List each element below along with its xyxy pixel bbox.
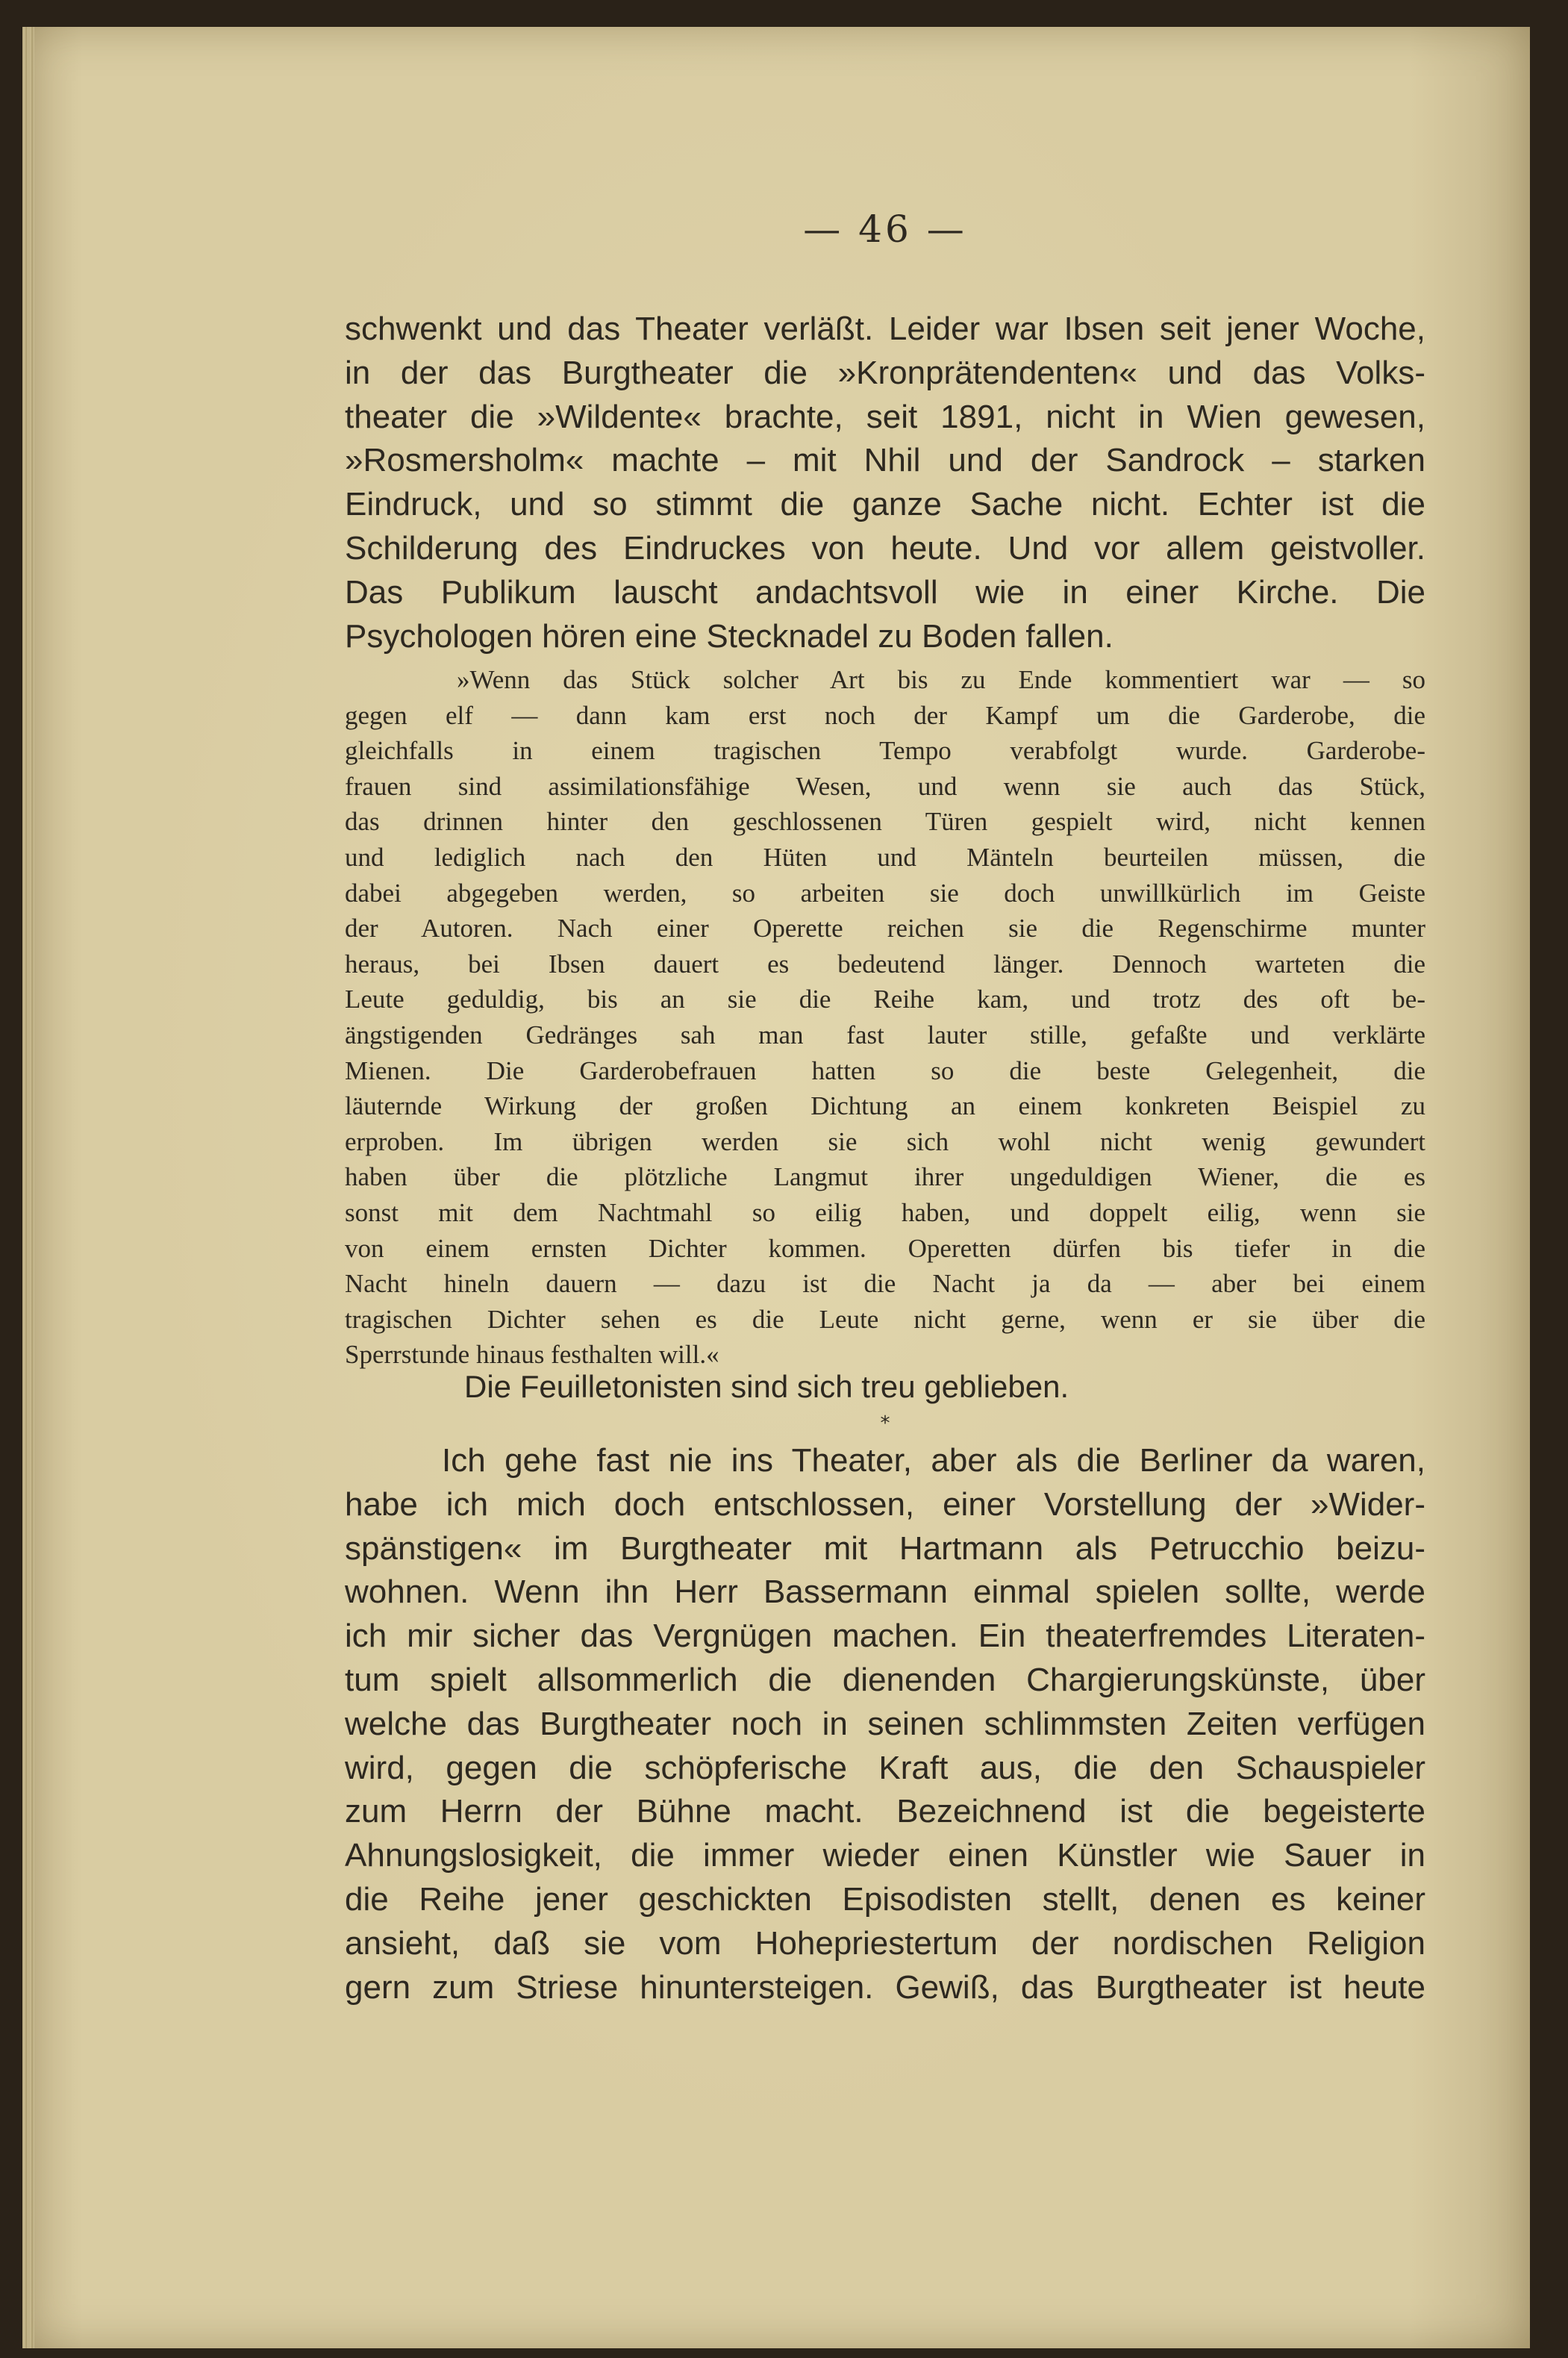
section-separator: * xyxy=(880,1412,890,1435)
text-line: in der das Burgtheater die »Kronprätendenten« und das Volks- xyxy=(345,354,1425,391)
text-line: Schilderung des Eindruckes von heute. Und vor allem geistvoller. xyxy=(345,529,1425,567)
text-line: »Wenn das Stück solcher Art bis zu Ende kommentiert war — so xyxy=(457,665,1425,694)
text-line: ängstigenden Gedränges sah man fast lauter stille, gefaßte und verklärte xyxy=(345,1020,1425,1049)
text-line: tragischen Dichter sehen es die Leute nicht gerne, wenn er sie über die xyxy=(345,1304,1425,1334)
page-edge-stack xyxy=(22,27,34,2348)
text-line: und lediglich nach den Hüten und Mänteln beurteilen müssen, die xyxy=(345,842,1425,872)
text-line: ansieht, daß sie vom Hohepriestertum der nordischen Religion xyxy=(345,1924,1425,1962)
text-line: theater die »Wildente« brachte, seit 1891, nicht in Wien gewesen, xyxy=(345,398,1425,435)
paragraph-2 xyxy=(345,1439,1425,2009)
text-line: läuternde Wirkung der großen Dichtung an einem konkreten Beispiel zu xyxy=(345,1091,1425,1121)
text-line: gleichfalls in einem tragischen Tempo verabfolgt wurde. Garderobe- xyxy=(345,736,1425,766)
page-number: — 46 — xyxy=(803,208,967,251)
text-line: wird, gegen die schöpferische Kraft aus, die den Schauspieler xyxy=(345,1749,1425,1786)
closing-line: Die Feuilletonisten sind sich treu geblieben. xyxy=(464,1369,1069,1404)
text-line: spänstigen« im Burgtheater mit Hartmann als Petrucchio beizu- xyxy=(345,1529,1425,1567)
text-line: das drinnen hinter den geschlossenen Türen gespielt wird, nicht kennen xyxy=(345,807,1425,837)
text-line: wohnen. Wenn ihn Herr Bassermann einmal spielen sollte, werde xyxy=(345,1573,1425,1611)
text-line: Mienen. Die Garderobefrauen hatten so die beste Gelegenheit, die xyxy=(345,1055,1425,1085)
text-line: Das Publikum lauscht andachtsvoll wie in einer Kirche. Die xyxy=(345,573,1425,611)
text-line: von einem ernsten Dichter kommen. Operetten dürfen bis tiefer in die xyxy=(345,1233,1425,1263)
text-line: welche das Burgtheater noch in seinen schlimmsten Zeiten verfügen xyxy=(345,1705,1425,1742)
text-line: Psychologen hören eine Stecknadel zu Boden fallen. xyxy=(345,617,1113,655)
text-line: sonst mit dem Nachtmahl so eilig haben, und doppelt eilig, wenn sie xyxy=(345,1197,1425,1227)
text-line: Leute geduldig, bis an sie die Reihe kam, und trotz des oft be- xyxy=(345,985,1425,1014)
text-line: erproben. Im übrigen werden sie sich wohl nicht wenig gewundert xyxy=(345,1126,1425,1156)
text-line: habe ich mich doch entschlossen, einer Vorstellung der »Wider- xyxy=(345,1485,1425,1523)
text-line: dabei abgegeben werden, so arbeiten sie doch unwillkürlich im Geiste xyxy=(345,878,1425,908)
text-line: der Autoren. Nach einer Operette reichen sie die Regenschirme munter xyxy=(345,914,1425,943)
text-line: ich mir sicher das Vergnügen machen. Ein theaterfremdes Literaten- xyxy=(345,1618,1425,1655)
quoted-passage xyxy=(345,662,1425,1373)
text-line: zum Herrn der Bühne macht. Bezeichnend ist die begeisterte xyxy=(345,1793,1425,1830)
text-line: Ich gehe fast nie ins Theater, aber als die Berliner da waren, xyxy=(442,1442,1425,1479)
paragraph-1 xyxy=(345,308,1425,658)
text-line: gern zum Striese hinuntersteigen. Gewiß, das Burgtheater ist heute xyxy=(345,1968,1425,2006)
text-line: gegen elf — dann kam erst noch der Kampf um die Garderobe, die xyxy=(345,700,1425,730)
text-line: frauen sind assimilationsfähige Wesen, und wenn sie auch das Stück, xyxy=(345,771,1425,801)
text-line: die Reihe jener geschickten Episodisten stellt, denen es keiner xyxy=(345,1880,1425,1918)
text-line: haben über die plötzliche Langmut ihrer ungeduldigen Wiener, die es xyxy=(345,1162,1425,1192)
text-line: tum spielt allsommerlich die dienenden Chargierungskünste, über xyxy=(345,1661,1425,1698)
text-line: »Rosmersholm« machte – mit Nhil und der Sandrock – starken xyxy=(345,442,1425,479)
text-line: Eindruck, und so stimmt die ganze Sache nicht. Echter ist die xyxy=(345,486,1425,523)
text-line: heraus, bei Ibsen dauert es bedeutend länger. Dennoch warteten die xyxy=(345,949,1425,979)
text-line: Sperrstunde hinaus festhalten will.« xyxy=(345,1340,719,1370)
text-line: schwenkt und das Theater verläßt. Leider war Ibsen seit jener Woche, xyxy=(345,311,1425,347)
text-line: Nacht hineln dauern — dazu ist die Nacht ja da — aber bei einem xyxy=(345,1269,1425,1299)
text-line: Ahnungslosigkeit, die immer wieder einen Künstler wie Sauer in xyxy=(345,1837,1425,1874)
